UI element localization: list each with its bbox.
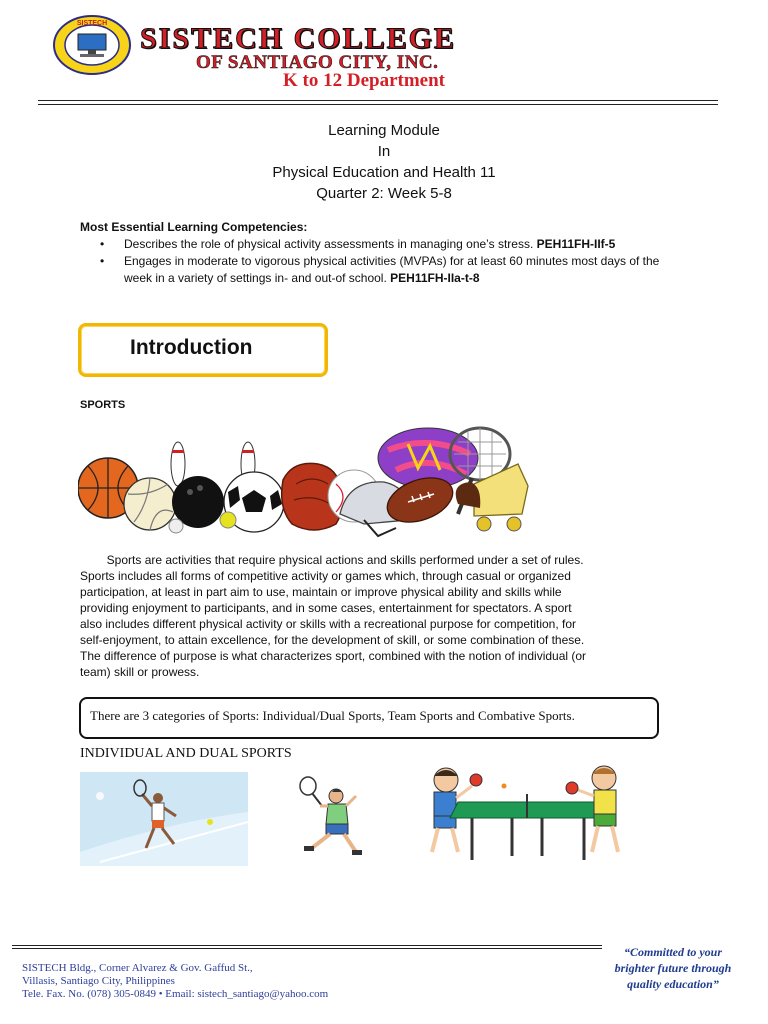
paragraph-line: providing enjoyment to participants, and in some cases, entertainment for spectators. A sport bbox=[80, 601, 572, 615]
individual-dual-heading: INDIVIDUAL AND DUAL SPORTS bbox=[80, 746, 292, 761]
address-line: SISTECH Bldg., Corner Alvarez & Gov. Gaffud St., bbox=[22, 962, 253, 974]
header-divider bbox=[38, 100, 718, 105]
paragraph-line: self-enjoyment, to attain excellence, for the development of skill, or some combination of these. bbox=[80, 633, 585, 647]
title-line: Quarter 2: Week 5-8 bbox=[316, 185, 452, 202]
college-subtitle: OF SANTIAGO CITY, INC. bbox=[196, 52, 439, 73]
list-item bbox=[80, 236, 680, 253]
competency-text: Engages in moderate to vigorous physical activities (MVPAs) for at least 60 minutes most days of the week in a variety of settings in- and out-of school. bbox=[124, 254, 660, 285]
paragraph-line: also includes different physical activity or skills with a recreational purpose for competition, for bbox=[80, 617, 577, 631]
motto-line: brighter future through bbox=[614, 961, 732, 975]
competency-text: Describes the role of physical activity assessments in managing one’s stress. bbox=[124, 237, 537, 251]
sports-equipment-image bbox=[78, 424, 538, 544]
college-name: SISTECH COLLEGE bbox=[140, 22, 456, 55]
footer-divider bbox=[12, 945, 602, 949]
contact-line: Tele. Fax. No. (078) 305-0849 • Email: sistech_santiago@yahoo.com bbox=[22, 988, 329, 1000]
sports-paragraph bbox=[80, 552, 680, 680]
competencies-heading: Most Essential Learning Competencies: bbox=[80, 220, 308, 234]
bullet-icon: • bbox=[100, 237, 105, 251]
footer-motto bbox=[598, 944, 748, 992]
competency-code: PEH11FH-IIa-t-8 bbox=[390, 271, 480, 285]
title-line: Physical Education and Health 11 bbox=[272, 164, 496, 181]
competency-code: PEH11FH-IIf-5 bbox=[536, 237, 616, 251]
paragraph-line: Sports includes all forms of competitive activity or games which, through casual or organized bbox=[80, 569, 571, 583]
introduction-heading: Introduction bbox=[130, 336, 253, 359]
bullet-icon: • bbox=[100, 254, 105, 268]
department-name: K to 12 Department bbox=[283, 70, 445, 91]
paragraph-line: The difference of purpose is what characterizes sport, combined with the notion of individual (or bbox=[80, 649, 587, 663]
list-item bbox=[80, 253, 680, 287]
paragraph-line: participation, at least in part aim to use, maintain or improve physical ability and skills while bbox=[80, 585, 562, 599]
svg-text:SISTECH: SISTECH bbox=[76, 20, 108, 27]
sports-heading: SPORTS bbox=[80, 399, 126, 411]
categories-text: There are 3 categories of Sports: Individual/Dual Sports, Team Sports and Combative Sports. bbox=[90, 708, 575, 723]
tennis-player-image bbox=[80, 772, 248, 866]
competencies-list bbox=[80, 236, 680, 287]
footer-address bbox=[22, 962, 328, 1001]
module-title bbox=[0, 120, 768, 204]
motto-line: quality education” bbox=[627, 977, 719, 991]
paragraph-line: Sports are activities that require physical actions and skills performed under a set of rules. bbox=[80, 553, 584, 567]
college-logo bbox=[52, 14, 132, 76]
motto-line: “Committed to your bbox=[623, 945, 722, 959]
address-line: Villasis, Santiago City, Philippines bbox=[22, 975, 175, 987]
paragraph-line: team) skill or prowess. bbox=[80, 665, 200, 679]
badminton-player-image bbox=[292, 776, 372, 858]
title-line: Learning Module bbox=[328, 122, 440, 139]
title-line: In bbox=[377, 143, 391, 160]
table-tennis-players-image bbox=[412, 762, 642, 862]
